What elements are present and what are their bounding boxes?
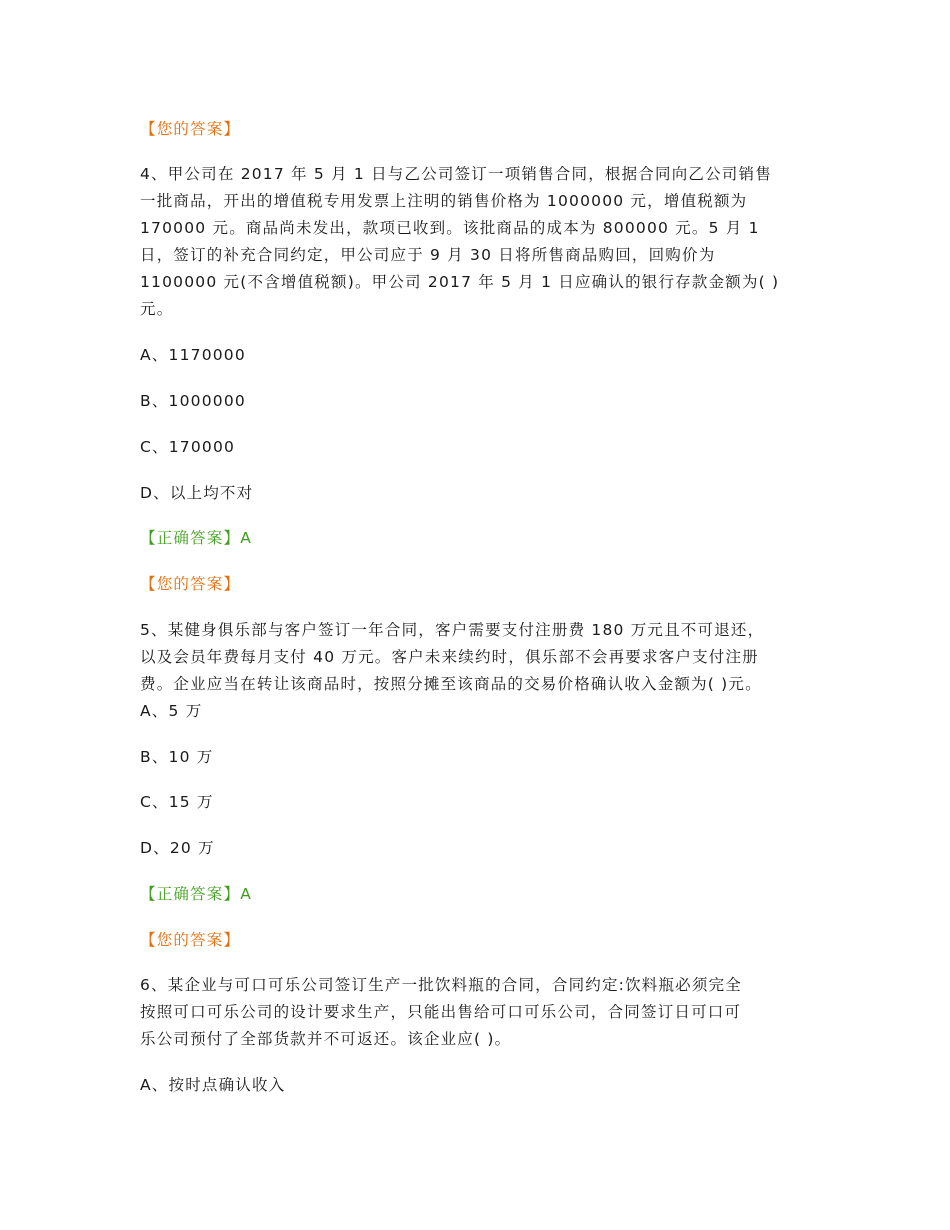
question-stem-line: 日，签订的补充合同约定，甲公司应于 9 月 30 日将所售商品购回，回购价为 <box>140 246 716 264</box>
correct-answer-label: 【正确答案】 <box>140 885 241 903</box>
question-stem-line: 1100000 元(不含增值税额)。甲公司 2017 年 5 月 1 日应确认的银行存款金额为( ) <box>140 273 780 291</box>
question-stem-line: 一批商品，开出的增值税专用发票上注明的销售价格为 1000000 元，增值税额为 <box>140 192 748 210</box>
question-stem-line: 170000 元。商品尚未发出，款项已收到。该批商品的成本为 800000 元。5 月 1 <box>140 219 760 237</box>
question-stem-line: 按照可口可乐公司的设计要求生产，只能出售给可口可乐公司，合同签订日可口可 <box>140 1003 742 1021</box>
correct-answer <box>140 884 252 904</box>
correct-answer-value: A <box>240 529 253 547</box>
question-stem-line: 以及会员年费每月支付 40 万元。客户未来续约时，俱乐部不会再要求客户支付注册 <box>140 648 759 666</box>
option-c: C、170000 <box>140 438 236 456</box>
question-stem-line: 6、某企业与可口可乐公司签订生产一批饮料瓶的合同，合同约定:饮料瓶必须完全 <box>140 976 742 994</box>
your-answer-label: 【您的答案】 <box>140 575 241 593</box>
question-stem-line: 元。 <box>140 300 174 318</box>
option-a: A、按时点确认收入 <box>140 1076 286 1094</box>
option-b: B、1000000 <box>140 392 246 410</box>
your-answer-label: 【您的答案】 <box>140 120 241 138</box>
correct-answer-label: 【正确答案】 <box>140 529 241 547</box>
option-c: C、15 万 <box>140 793 214 811</box>
correct-answer <box>140 528 252 548</box>
question-stem-line: 4、甲公司在 2017 年 5 月 1 日与乙公司签订一项销售合同，根据合同向乙公司销售 <box>140 165 772 183</box>
option-a: A、1170000 <box>140 346 246 364</box>
question-stem-line: 费。企业应当在转让该商品时，按照分摊至该商品的交易价格确认收入金额为( )元。 <box>140 675 762 693</box>
option-d: D、20 万 <box>140 839 215 857</box>
correct-answer-value: A <box>240 885 253 903</box>
question-stem-line: 5、某健身俱乐部与客户签订一年合同，客户需要支付注册费 180 万元且不可退还， <box>140 621 765 639</box>
question-stem-line: 乐公司预付了全部货款并不可返还。该企业应( )。 <box>140 1030 512 1048</box>
option-d: D、以上均不对 <box>140 484 254 502</box>
your-answer-label: 【您的答案】 <box>140 931 241 949</box>
option-b: B、10 万 <box>140 748 214 766</box>
option-a: A、5 万 <box>140 702 203 720</box>
